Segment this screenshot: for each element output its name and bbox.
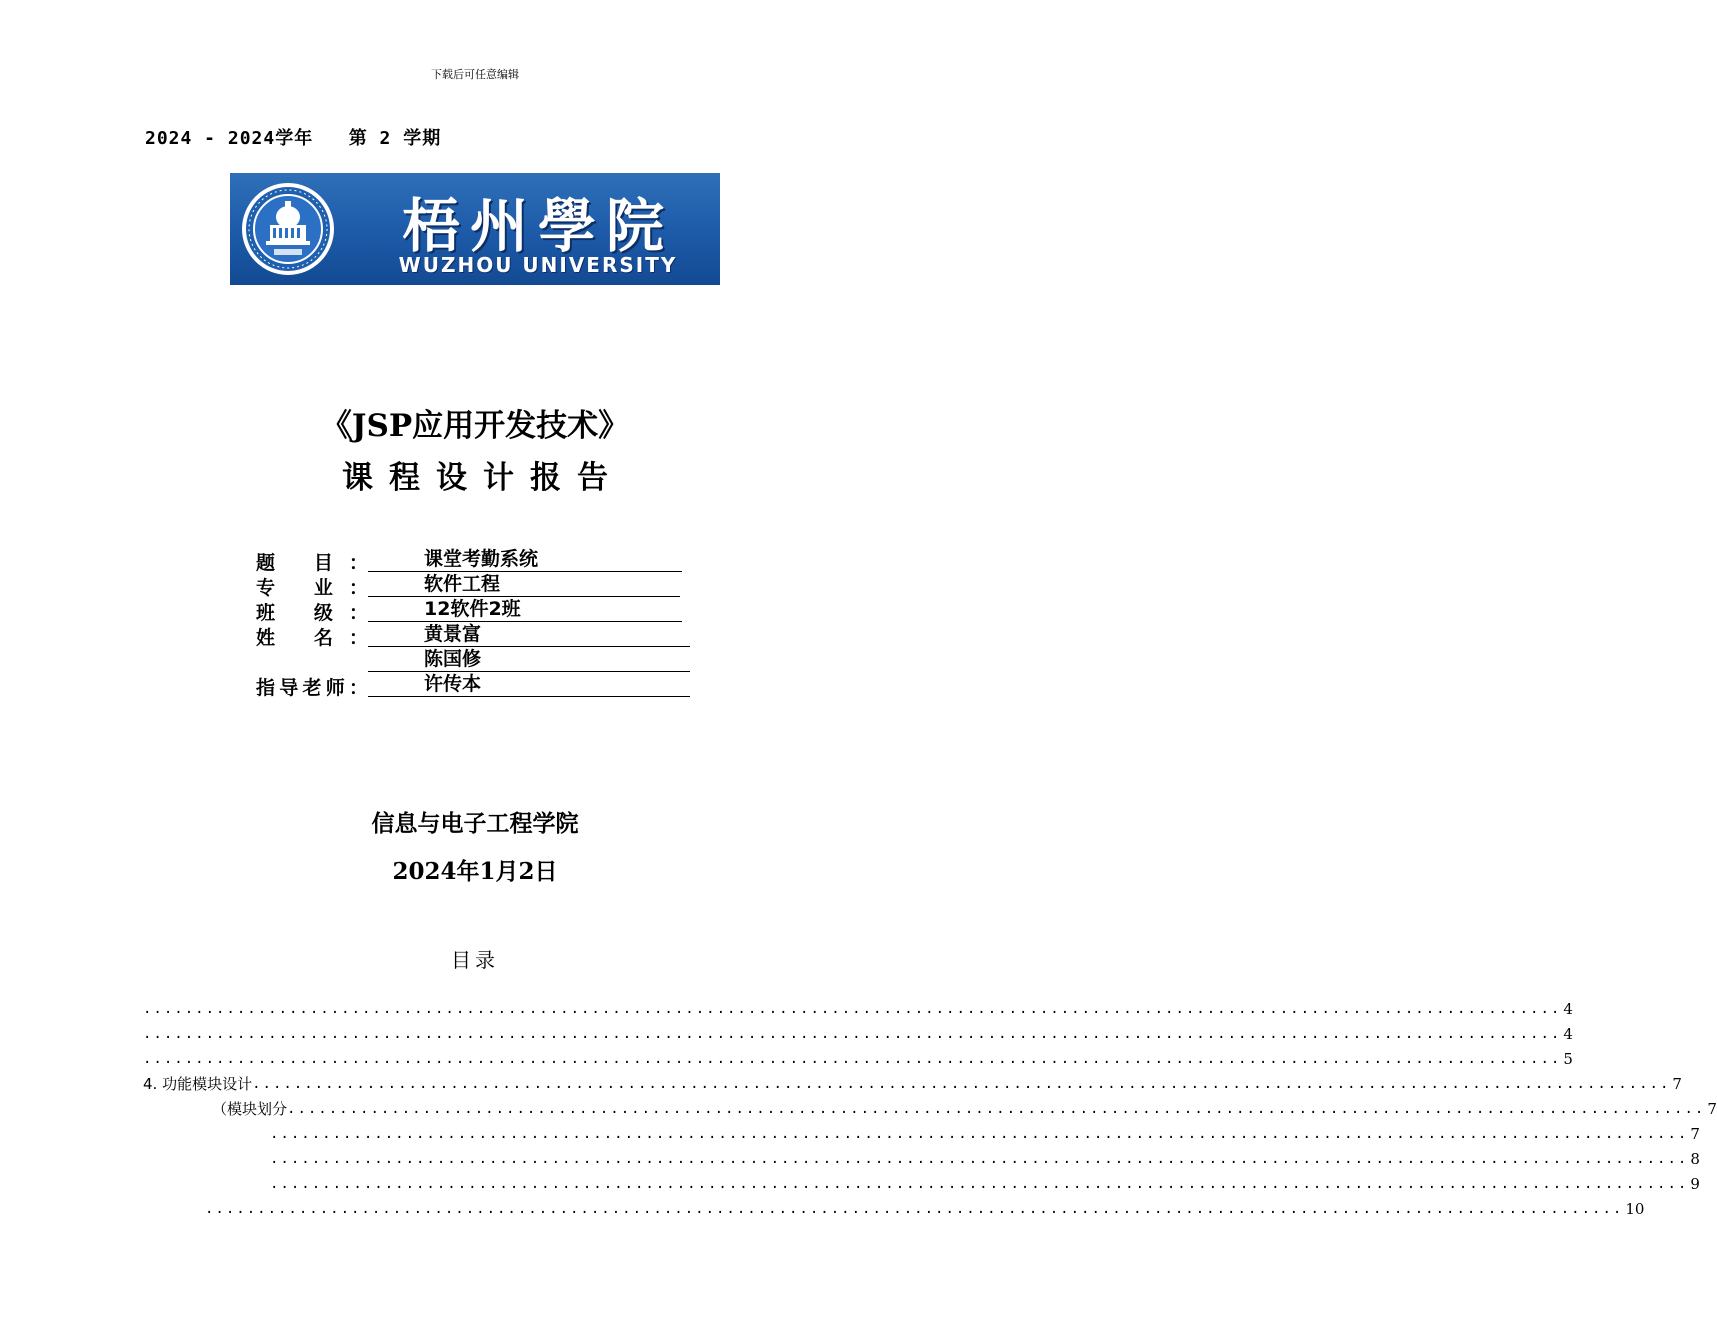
course-title: 《JSP应用开发技术》: [320, 408, 630, 444]
toc-entry-page: 9: [1690, 1175, 1700, 1193]
class-label: 班 级：: [256, 602, 368, 624]
report-date: 2024年1月2日: [392, 858, 558, 885]
toc-entry-page: 5: [1563, 1050, 1573, 1068]
toc-entry-page: 4: [1563, 1000, 1573, 1018]
advisor-line: [368, 672, 690, 697]
advisor-value: 许传本: [424, 673, 482, 695]
toc-entry[interactable]: [270, 1173, 1700, 1195]
toc-leader: ........................................................................................................................................: [270, 1176, 1689, 1192]
major-value: 软件工程: [424, 573, 501, 595]
banner-english-name: WUZHOU UNIVERSITY: [398, 253, 678, 277]
name-value-2: 陈国修: [424, 648, 482, 670]
toc-entry-page: 4: [1563, 1025, 1573, 1043]
name-value-1: 黄景富: [424, 623, 482, 645]
toc-leader: ........................................................................................................................................: [143, 1026, 1562, 1042]
toc-leader: ........................................................................................................................................: [143, 1051, 1562, 1067]
advisor-label: 指导老师：: [256, 677, 368, 699]
toc-leader: ........................................................................................................................................: [287, 1101, 1706, 1117]
toc-entry-text: （模块划分: [212, 1100, 288, 1118]
toc-entry-page: 7: [1707, 1100, 1717, 1118]
name-line-2: [368, 647, 690, 672]
topic-value: 课堂考勤系统: [424, 548, 539, 570]
university-banner: [230, 173, 720, 285]
toc-leader: ........................................................................................................................................: [270, 1151, 1689, 1167]
toc-entry-page: 8: [1690, 1150, 1700, 1168]
topic-label: 题 目：: [256, 552, 368, 574]
class-line: [368, 597, 682, 622]
toc-leader: ........................................................................................................................................: [143, 1001, 1562, 1017]
toc-title: 目录: [451, 948, 499, 972]
toc-entry[interactable]: [143, 1023, 1573, 1045]
toc-leader: ........................................................................................................................................: [252, 1076, 1671, 1092]
toc-entry[interactable]: [143, 998, 1573, 1020]
toc-entry[interactable]: [270, 1148, 1700, 1170]
toc-entry[interactable]: [212, 1098, 1717, 1120]
college-name: 信息与电子工程学院: [371, 811, 579, 837]
topic-line: [368, 547, 682, 572]
name-label: 姓 名：: [256, 627, 368, 649]
toc-entry-page: 7: [1690, 1125, 1700, 1143]
toc-leader: ........................................................................................................................................: [205, 1201, 1624, 1217]
toc-entry[interactable]: [143, 1073, 1682, 1095]
major-line: [368, 572, 680, 597]
toc-entry[interactable]: [143, 1048, 1573, 1070]
header-note: 下载后可任意编辑: [431, 68, 519, 81]
toc-leader: ........................................................................................................................................: [270, 1126, 1689, 1142]
toc-entry-page: 10: [1625, 1200, 1645, 1218]
toc-entry[interactable]: [270, 1123, 1700, 1145]
toc-entry[interactable]: [205, 1198, 1645, 1220]
toc-entry-page: 7: [1672, 1075, 1682, 1093]
toc-entry-text: 4. 功能模块设计: [143, 1075, 253, 1093]
banner-chinese-name: 梧州學院: [401, 192, 674, 260]
report-title: 课程设计报告: [342, 460, 624, 496]
name-line-1: [368, 622, 690, 647]
class-value: 12软件2班: [424, 598, 521, 620]
semester-line: 2024 - 2024学年 第 2 学期: [145, 128, 442, 149]
major-label: 专 业：: [256, 577, 368, 599]
